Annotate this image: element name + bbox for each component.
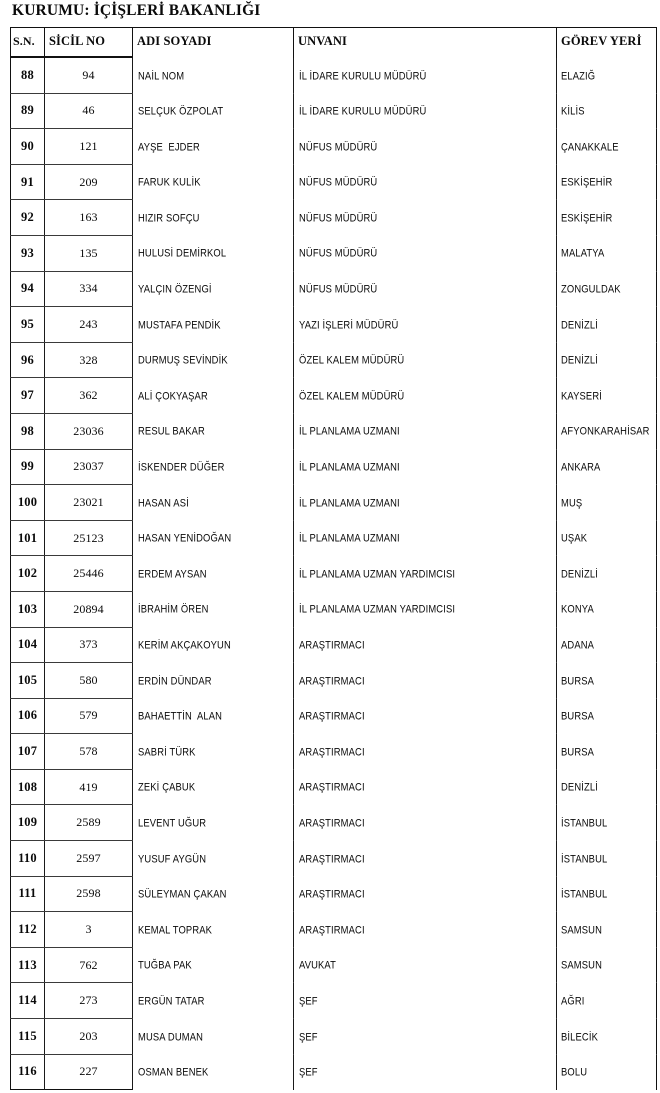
column-header-sicil-no: SİCİL NO <box>45 28 133 58</box>
cell-sicil <box>45 698 133 734</box>
cell-unvan-text: NÜFUS MÜDÜRÜ <box>299 175 378 189</box>
cell-ad-text: ERDEM AYSAN <box>138 567 207 581</box>
cell-sn <box>11 57 45 93</box>
table-row <box>11 556 657 592</box>
cell-ad-text: SÜLEYMAN ÇAKAN <box>138 887 227 901</box>
cell-gorev-text: ADANA <box>561 638 595 652</box>
cell-gorev-text: BOLU <box>561 1065 588 1079</box>
cell-gorev-text: KAYSERİ <box>561 389 602 403</box>
cell-sicil <box>45 413 133 449</box>
cell-sicil <box>45 841 133 877</box>
cell-unvan-text: NÜFUS MÜDÜRÜ <box>299 211 378 225</box>
table-row <box>11 307 657 343</box>
cell-ad-text: HASAN ASİ <box>138 495 189 509</box>
cell-gorev-text: AĞRI <box>561 994 585 1008</box>
cell-sn-text: 89 <box>21 103 34 118</box>
cell-sicil <box>45 520 133 556</box>
cell-sicil-text: 273 <box>79 993 98 1008</box>
cell-unvan-text: İL PLANLAMA UZMANI <box>299 460 400 474</box>
table-row <box>11 983 657 1019</box>
cell-gorev <box>557 1051 657 1093</box>
cell-sn-text: 96 <box>21 352 34 367</box>
cell-sicil-text: 362 <box>79 388 98 403</box>
cell-sn-text: 109 <box>17 815 38 830</box>
table-header-row <box>11 28 657 58</box>
cell-sn-text: 88 <box>21 67 34 82</box>
cell-sicil-text: 578 <box>79 744 98 759</box>
cell-ad-text: TUĞBA PAK <box>138 958 192 972</box>
cell-sicil-text: 163 <box>79 210 98 225</box>
cell-ad-text: İBRAHİM ÖREN <box>138 602 209 616</box>
cell-unvan-text: YAZI İŞLERİ MÜDÜRÜ <box>299 317 399 331</box>
cell-sn-text: 103 <box>17 601 38 616</box>
cell-sn-text: 95 <box>21 316 34 331</box>
cell-unvan-text: ARAŞTIRMACI <box>299 709 365 723</box>
cell-sn <box>11 556 45 592</box>
cell-gorev-text: BİLECİK <box>561 1029 599 1043</box>
table-row <box>11 200 657 236</box>
cell-sicil-text: 579 <box>79 708 98 723</box>
cell-sicil <box>45 57 133 93</box>
cell-sn-text: 98 <box>21 423 34 438</box>
cell-unvan-text: ARAŞTIRMACI <box>299 851 365 865</box>
cell-sn <box>11 129 45 165</box>
table-row <box>11 769 657 805</box>
cell-sn-text: 99 <box>21 459 34 474</box>
cell-sn <box>11 947 45 983</box>
cell-sicil <box>45 129 133 165</box>
cell-sicil-text: 373 <box>79 637 98 652</box>
cell-sn-text: 101 <box>17 530 38 545</box>
cell-unvan-text: İL PLANLAMA UZMANI <box>299 424 400 438</box>
cell-gorev-text: MALATYA <box>561 246 605 260</box>
cell-sicil <box>45 93 133 129</box>
cell-gorev-text: ESKİŞEHİR <box>561 211 613 225</box>
cell-sicil <box>45 164 133 200</box>
cell-sicil <box>45 912 133 948</box>
cell-sicil-text: 94 <box>82 67 95 82</box>
cell-sn <box>11 627 45 663</box>
table-row <box>11 57 657 93</box>
cell-sn-text: 100 <box>17 494 38 509</box>
table-row <box>11 129 657 165</box>
cell-ad-text: BAHAETTİN ALAN <box>138 709 223 723</box>
cell-ad-text: ERDİN DÜNDAR <box>138 673 212 687</box>
cell-gorev-text: DENİZLİ <box>561 567 598 581</box>
cell-unvan-text: ARAŞTIRMACI <box>299 923 365 937</box>
cell-sn-text: 92 <box>21 210 34 225</box>
cell-unvan-text: ARAŞTIRMACI <box>299 673 365 687</box>
cell-sicil <box>45 591 133 627</box>
cell-gorev-text: BURSA <box>561 673 595 687</box>
cell-sn <box>11 983 45 1019</box>
cell-sicil-text: 243 <box>79 316 98 331</box>
cell-sicil-text: 121 <box>79 138 98 153</box>
cell-sn <box>11 449 45 485</box>
cell-ad-text: HIZIR SOFÇU <box>138 211 200 225</box>
table-row <box>11 663 657 699</box>
cell-unvan-text: ARAŞTIRMACI <box>299 638 365 652</box>
table-row <box>11 734 657 770</box>
cell-sicil-text: 23021 <box>73 494 104 509</box>
cell-gorev-text: DENİZLİ <box>561 353 598 367</box>
cell-sicil <box>45 663 133 699</box>
cell-sicil-text: 23037 <box>73 459 104 474</box>
cell-unvan-text: İL PLANLAMA UZMAN YARDIMCISI <box>299 602 456 616</box>
cell-sicil-text: 419 <box>79 779 98 794</box>
cell-sn <box>11 805 45 841</box>
cell-sn-text: 102 <box>17 566 38 581</box>
cell-unvan-text: ÖZEL KALEM MÜDÜRÜ <box>299 353 405 367</box>
cell-sicil <box>45 947 133 983</box>
table-row <box>11 413 657 449</box>
cell-sn-text: 116 <box>18 1064 37 1079</box>
table-row <box>11 591 657 627</box>
table-row <box>11 449 657 485</box>
cell-gorev-text: İSTANBUL <box>561 887 608 901</box>
cell-ad-text: LEVENT UĞUR <box>138 816 207 830</box>
table-row <box>11 1019 657 1055</box>
cell-sn <box>11 378 45 414</box>
cell-ad-text: HASAN YENİDOĞAN <box>138 531 232 545</box>
cell-sn <box>11 698 45 734</box>
cell-ad-text: AYŞE EJDER <box>138 139 200 153</box>
cell-sicil-text: 25446 <box>73 566 104 581</box>
table-row <box>11 378 657 414</box>
cell-sn-text: 90 <box>21 138 34 153</box>
column-header-unvani: UNVANI <box>294 28 557 58</box>
cell-sn <box>11 591 45 627</box>
cell-unvan-text: NÜFUS MÜDÜRÜ <box>299 246 378 260</box>
table-row <box>11 947 657 983</box>
table-row <box>11 235 657 271</box>
cell-sicil <box>45 485 133 521</box>
cell-sn-text: 115 <box>18 1028 37 1043</box>
cell-sn-text: 107 <box>17 744 38 759</box>
table-row <box>11 912 657 948</box>
cell-sicil-text: 2597 <box>76 850 101 865</box>
cell-sicil <box>45 769 133 805</box>
cell-gorev-text: SAMSUN <box>561 923 603 937</box>
cell-sicil-text: 3 <box>85 922 92 937</box>
cell-sn <box>11 93 45 129</box>
cell-sn <box>11 164 45 200</box>
cell-ad-text: İSKENDER DÜĞER <box>138 460 225 474</box>
cell-sicil <box>45 983 133 1019</box>
cell-sn-text: 97 <box>21 388 34 403</box>
cell-gorev-text: DENİZLİ <box>561 317 598 331</box>
cell-sicil <box>45 342 133 378</box>
cell-ad-text: ERGÜN TATAR <box>138 994 205 1008</box>
table-header <box>11 28 657 58</box>
cell-sn <box>11 485 45 521</box>
cell-unvan-text: İL PLANLAMA UZMANI <box>299 531 400 545</box>
cell-gorev-text: AFYONKARAHİSAR <box>561 424 650 438</box>
page-title: KURUMU: İÇİŞLERİ BAKANLIĞI <box>12 2 261 19</box>
cell-gorev-text: ANKARA <box>561 460 601 474</box>
table-row <box>11 342 657 378</box>
cell-sn <box>11 342 45 378</box>
cell-sicil-text: 328 <box>79 352 98 367</box>
cell-sicil <box>45 556 133 592</box>
column-header-gorev-yeri: GÖREV YERİ <box>557 28 657 58</box>
cell-gorev-text: İSTANBUL <box>561 816 608 830</box>
cell-sicil-text: 25123 <box>73 530 104 545</box>
cell-sicil <box>45 734 133 770</box>
table-row <box>11 164 657 200</box>
cell-gorev-text: ESKİŞEHİR <box>561 175 613 189</box>
cell-sn-text: 94 <box>21 281 34 296</box>
cell-gorev-text: KİLİS <box>561 104 585 118</box>
cell-sicil-text: 2589 <box>76 815 101 830</box>
cell-ad-text: NAİL NOM <box>138 68 185 82</box>
cell-sicil <box>45 307 133 343</box>
cell-sn <box>11 1054 45 1090</box>
cell-sn-text: 93 <box>21 245 34 260</box>
table-row <box>11 698 657 734</box>
cell-sicil <box>45 805 133 841</box>
cell-ad-text: SELÇUK ÖZPOLAT <box>138 104 224 118</box>
cell-sicil-text: 20894 <box>73 601 104 616</box>
cell-sicil <box>45 378 133 414</box>
cell-unvan-text: İL PLANLAMA UZMAN YARDIMCISI <box>299 567 456 581</box>
table-row <box>11 876 657 912</box>
cell-sn <box>11 520 45 556</box>
cell-sn <box>11 307 45 343</box>
table-row <box>11 485 657 521</box>
cell-unvan-text: İL İDARE KURULU MÜDÜRÜ <box>299 68 427 82</box>
table-row <box>11 1054 657 1090</box>
cell-ad-text: HULUSİ DEMİRKOL <box>138 246 227 260</box>
cell-ad-text: ZEKİ ÇABUK <box>138 780 196 794</box>
cell-sn-text: 108 <box>17 779 38 794</box>
cell-sn-text: 110 <box>18 850 37 865</box>
cell-sicil <box>45 1019 133 1055</box>
cell-sn-text: 91 <box>21 174 34 189</box>
cell-ad-text: YUSUF AYGÜN <box>138 851 207 865</box>
cell-sicil <box>45 1054 133 1090</box>
cell-sicil <box>45 449 133 485</box>
table-row <box>11 841 657 877</box>
cell-unvan-text: ŞEF <box>299 1065 318 1079</box>
cell-sn-text: 106 <box>17 708 38 723</box>
cell-sn-text: 111 <box>18 886 37 901</box>
personnel-table-container <box>10 27 656 1090</box>
cell-ad-text: RESUL BAKAR <box>138 424 205 438</box>
cell-unvan-text: ARAŞTIRMACI <box>299 816 365 830</box>
cell-gorev-text: ELAZIĞ <box>561 68 596 82</box>
cell-sicil-text: 334 <box>79 281 98 296</box>
cell-sn <box>11 734 45 770</box>
cell-sn <box>11 413 45 449</box>
cell-sicil-text: 227 <box>79 1064 98 1079</box>
cell-sicil-text: 203 <box>79 1028 98 1043</box>
cell-sn <box>11 200 45 236</box>
cell-sicil-text: 46 <box>82 103 95 118</box>
cell-ad-text: ALİ ÇOKYAŞAR <box>138 389 208 403</box>
cell-gorev-text: İSTANBUL <box>561 851 608 865</box>
cell-sicil <box>45 235 133 271</box>
cell-sicil-text: 2598 <box>76 886 101 901</box>
cell-ad-text: MUSTAFA PENDİK <box>138 317 221 331</box>
cell-gorev-text: MUŞ <box>561 495 583 509</box>
table-row <box>11 271 657 307</box>
cell-sn-text: 113 <box>18 957 37 972</box>
cell-ad <box>133 1051 294 1093</box>
column-header-sn: S.N. <box>11 28 45 58</box>
cell-gorev-text: ZONGULDAK <box>561 282 621 296</box>
cell-sn <box>11 876 45 912</box>
cell-unvan-text: ARAŞTIRMACI <box>299 745 365 759</box>
table-row <box>11 627 657 663</box>
cell-unvan-text: ARAŞTIRMACI <box>299 780 365 794</box>
column-header-adi-soyadi: ADI SOYADI <box>133 28 294 58</box>
cell-sn <box>11 1019 45 1055</box>
cell-sicil <box>45 876 133 912</box>
cell-sn-text: 114 <box>18 993 37 1008</box>
cell-unvan-text: İL PLANLAMA UZMANI <box>299 495 400 509</box>
cell-gorev-text: SAMSUN <box>561 958 603 972</box>
cell-unvan-text: AVUKAT <box>299 958 337 972</box>
cell-unvan-text: NÜFUS MÜDÜRÜ <box>299 139 378 153</box>
cell-sn <box>11 912 45 948</box>
cell-sicil <box>45 627 133 663</box>
cell-ad-text: SABRİ TÜRK <box>138 745 196 759</box>
cell-ad-text: OSMAN BENEK <box>138 1065 209 1079</box>
cell-sicil-text: 209 <box>79 174 98 189</box>
cell-sn <box>11 841 45 877</box>
cell-ad-text: KERİM AKÇAKOYUN <box>138 638 231 652</box>
cell-sn-text: 105 <box>17 672 38 687</box>
cell-unvan-text: ŞEF <box>299 994 318 1008</box>
cell-unvan-text: ŞEF <box>299 1029 318 1043</box>
cell-ad-text: YALÇIN ÖZENGİ <box>138 282 212 296</box>
cell-ad-text: FARUK KULİK <box>138 175 201 189</box>
cell-unvan-text: NÜFUS MÜDÜRÜ <box>299 282 378 296</box>
cell-ad-text: KEMAL TOPRAK <box>138 923 213 937</box>
cell-sicil <box>45 271 133 307</box>
cell-unvan-text: ARAŞTIRMACI <box>299 887 365 901</box>
cell-sicil <box>45 200 133 236</box>
cell-ad-text: MUSA DUMAN <box>138 1029 204 1043</box>
cell-sicil-text: 135 <box>79 245 98 260</box>
cell-gorev-text: ÇANAKKALE <box>561 139 619 153</box>
cell-sn-text: 104 <box>17 637 38 652</box>
table-body <box>11 57 657 1090</box>
cell-ad-text: DURMUŞ SEVİNDİK <box>138 353 228 367</box>
cell-sn <box>11 271 45 307</box>
cell-gorev-text: BURSA <box>561 709 595 723</box>
cell-gorev-text: BURSA <box>561 745 595 759</box>
cell-sn <box>11 769 45 805</box>
cell-unvan <box>294 1051 557 1093</box>
cell-unvan-text: ÖZEL KALEM MÜDÜRÜ <box>299 389 405 403</box>
table-row <box>11 805 657 841</box>
cell-gorev-text: KONYA <box>561 602 594 616</box>
personnel-table <box>10 27 657 1090</box>
cell-unvan-text: İL İDARE KURULU MÜDÜRÜ <box>299 104 427 118</box>
table-row <box>11 520 657 556</box>
cell-sn-text: 112 <box>18 922 37 937</box>
cell-sicil-text: 580 <box>79 672 98 687</box>
cell-gorev-text: UŞAK <box>561 531 588 545</box>
cell-sn <box>11 663 45 699</box>
cell-sicil-text: 23036 <box>73 423 104 438</box>
cell-gorev-text: DENİZLİ <box>561 780 598 794</box>
cell-sicil-text: 762 <box>79 957 98 972</box>
table-row <box>11 93 657 129</box>
cell-sn <box>11 235 45 271</box>
